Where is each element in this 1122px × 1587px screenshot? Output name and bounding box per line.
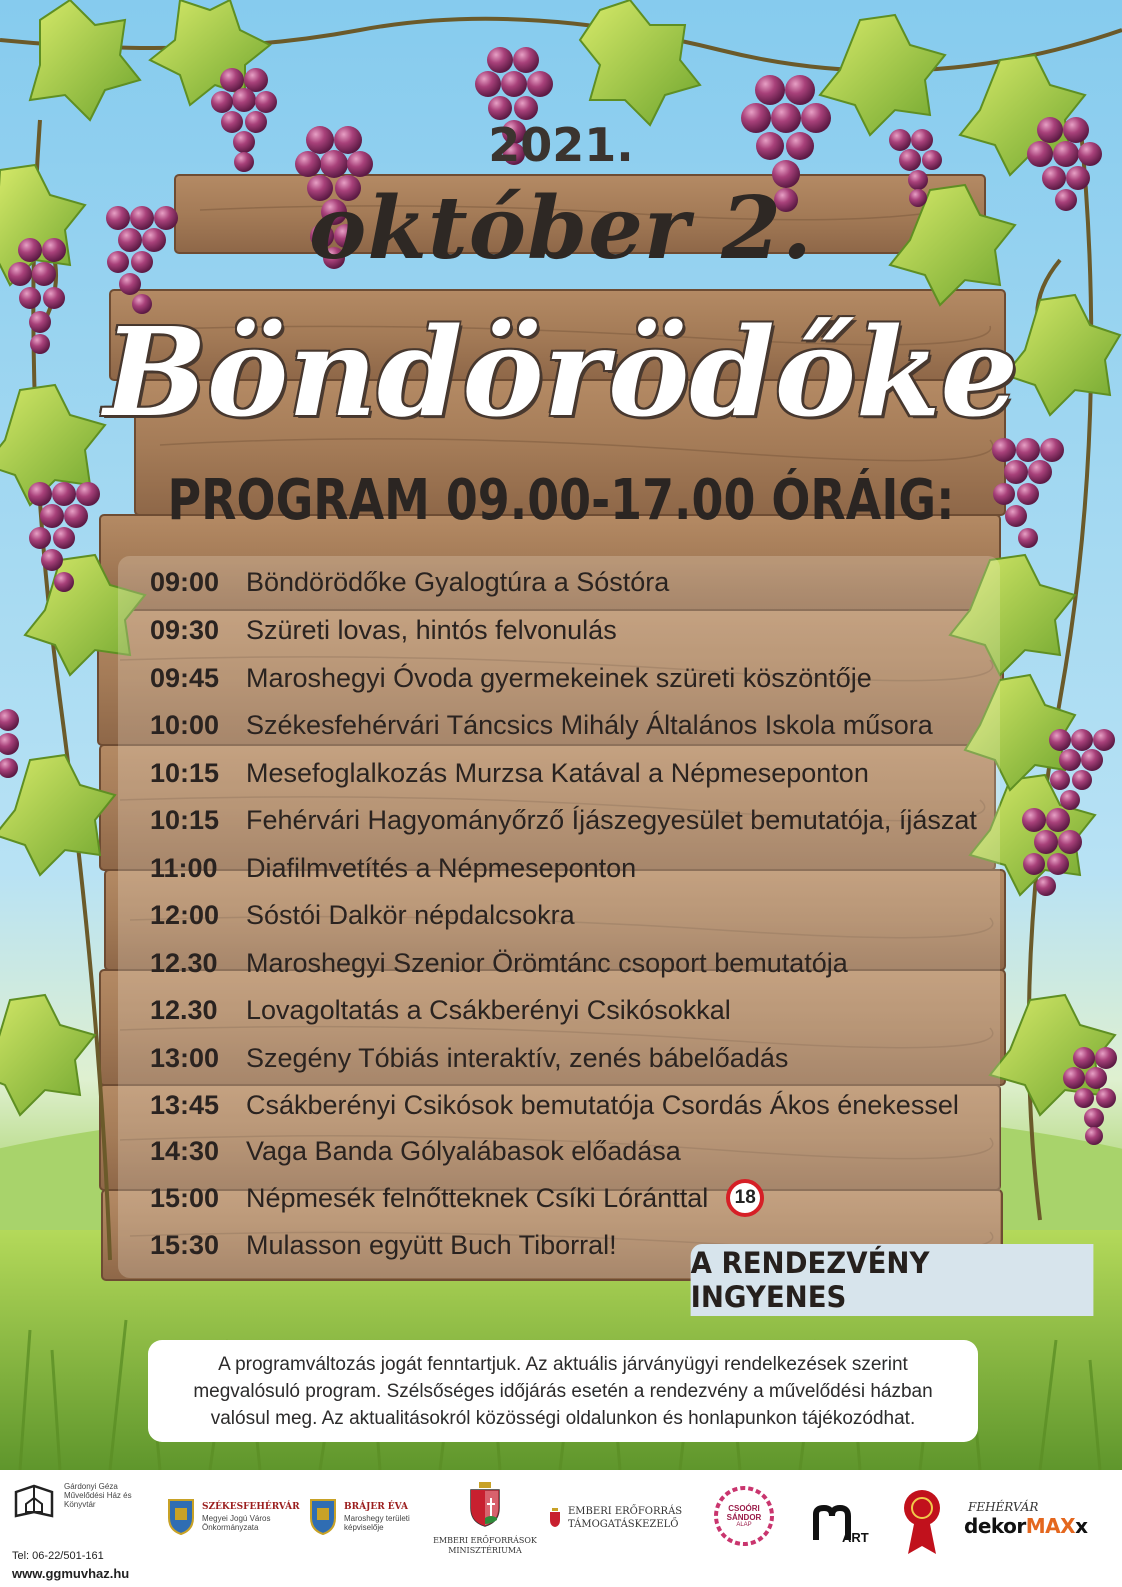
schedule-time: 10:15 [150,757,220,788]
schedule-event: Maroshegyi Szenior Örömtánc csoport bemutatója [246,947,848,978]
csoori-line1: CSOÓRI [728,1504,760,1513]
m-art-logo [812,1504,872,1550]
schedule-time: 15:00 [150,1182,220,1213]
schedule-event: Népmesék felnőtteknek Csíki Lóránttal [246,1182,709,1213]
szfv-title: SZÉKESFEHÉRVÁR [202,1502,300,1512]
schedule-time: 12.30 [150,947,218,978]
schedule-event: Mesefoglalkozás Murzsa Katával a Népmeseponton [246,757,869,788]
schedule-event: Sóstói Dalkör népdalcsokra [246,899,575,930]
schedule-row [150,845,636,891]
emet-line1: EMBERI ERŐFORRÁS [568,1506,683,1517]
ministry-name: EMBERI ERŐFORRÁSOK MINISZTÉRIUMA [433,1536,537,1555]
schedule-event: Szüreti lovas, hintós felvonulás [246,614,617,645]
dekormax-logo [964,1500,1114,1550]
emet-line2: TÁMOGATÁSKEZELŐ [568,1519,679,1530]
schedule-event: Fehérvári Hagyományőrző Íjászegyesület bemutatója, íjászat [246,804,977,835]
schedule-row [150,559,669,605]
brajer-eva-logo [308,1492,418,1552]
phone-number: Tel: 06-22/501-161 [12,1550,104,1562]
brajer-title: BRÁJER ÉVA [344,1502,408,1512]
ministry-logo [430,1480,540,1580]
szekesfehervar-logo [166,1492,300,1552]
schedule-time: 12:00 [150,899,220,930]
schedule-event: Vaga Banda Gólyalábasok előadása [246,1135,681,1166]
schedule-row [150,987,731,1033]
schedule-event: Maroshegyi Óvoda gyermekeinek szüreti köszöntője [246,662,872,693]
schedule-event: Böndörödőke Gyalogtúra a Sóstóra [246,566,670,597]
brajer-subtitle: Maroshegy területi képviselője [344,1514,410,1532]
schedule-event: Székesfehérvári Táncsics Mihály Általános Iskola műsora [246,709,933,740]
small-crest-icon [548,1508,562,1528]
event-year: 2021. [488,118,634,172]
max-text: MAX [1025,1514,1076,1538]
folk-ornament-logo [902,1488,942,1558]
coat-of-arms-icon [308,1496,338,1536]
schedule-time: 11:00 [150,852,218,883]
schedule-row [150,892,575,938]
csoori-line2: SÁNDOR [726,1513,762,1522]
schedule-list [118,556,1000,1278]
event-title: Böndörödőke [103,300,1019,444]
red-ornament-icon [902,1488,942,1558]
schedule-row [150,607,617,653]
schedule-time: 12.30 [150,994,218,1025]
schedule-event: Mulasson együtt Buch Tiborral! [246,1229,617,1260]
schedule-row [150,702,933,748]
schedule-row [150,1128,681,1174]
free-entry-banner: A RENDEZVÉNY INGYENES [691,1244,1094,1316]
schedule-time: 15:30 [150,1229,220,1260]
schedule-time: 09:00 [150,566,220,597]
schedule-event: Lovagoltatás a Csákberényi Csikósokkal [246,994,731,1025]
schedule-time: 10:15 [150,804,220,835]
schedule-event: Szegény Tóbiás interaktív, zenés bábelőadás [246,1042,789,1073]
schedule-row [150,1175,764,1221]
notice-box [148,1340,978,1442]
age-restriction-badge: 18 [726,1179,764,1217]
schedule-time: 10:00 [150,709,220,740]
program-heading: PROGRAM 09.00-17.00 ÓRÁIG: [167,468,955,533]
csoori-line3: ALAP [736,1522,752,1528]
sponsor-footer [0,1470,1122,1587]
schedule-time: 13:00 [150,1042,220,1073]
schedule-row [150,1222,617,1268]
dekor-text: dekor [964,1514,1026,1538]
emet-logo [548,1504,698,1544]
schedule-time: 14:30 [150,1135,220,1166]
schedule-row [150,797,977,843]
library-name: Gárdonyi Géza Művelődési Ház és Könyvtár [64,1482,132,1509]
coat-of-arms-icon [166,1496,196,1536]
schedule-row [150,1082,959,1128]
notice-text: A programváltozás jogát fenntartjuk. Az aktuális járványügyi rendelkezések szerint megvalósuló program. Szélsőséges időjárás esetén a rendezvény a művelődési házban valósul meg. Az aktualitásokról közösségi oldalunkon és honlapunkon tájékozódhat. [193,1353,933,1429]
website-link[interactable]: www.ggmuvhaz.hu [12,1566,130,1581]
event-date: október 2. [309,178,813,279]
x-text: x [1075,1514,1088,1538]
schedule-row [150,655,872,701]
schedule-time: 13:45 [150,1089,220,1120]
book-house-icon [12,1484,56,1520]
schedule-row [150,1035,788,1081]
szfv-subtitle: Megyei Jogú Város Önkormányzata [202,1514,271,1532]
schedule-event: Csákberényi Csikósok bemutatója Csordás Ákos énekessel [246,1089,959,1120]
schedule-row [150,940,848,986]
dekor-top-text: FEHÉRVÁR [968,1500,1039,1514]
m-art-text: ART [842,1530,869,1545]
schedule-time: 09:30 [150,614,220,645]
schedule-row [150,750,869,796]
schedule-event: Diafilmvetítés a Népmeseponton [246,852,637,883]
grape-cluster [0,709,19,778]
schedule-time: 09:45 [150,662,220,693]
csoori-sandor-logo [712,1484,776,1548]
hungarian-crest-icon [467,1480,503,1528]
